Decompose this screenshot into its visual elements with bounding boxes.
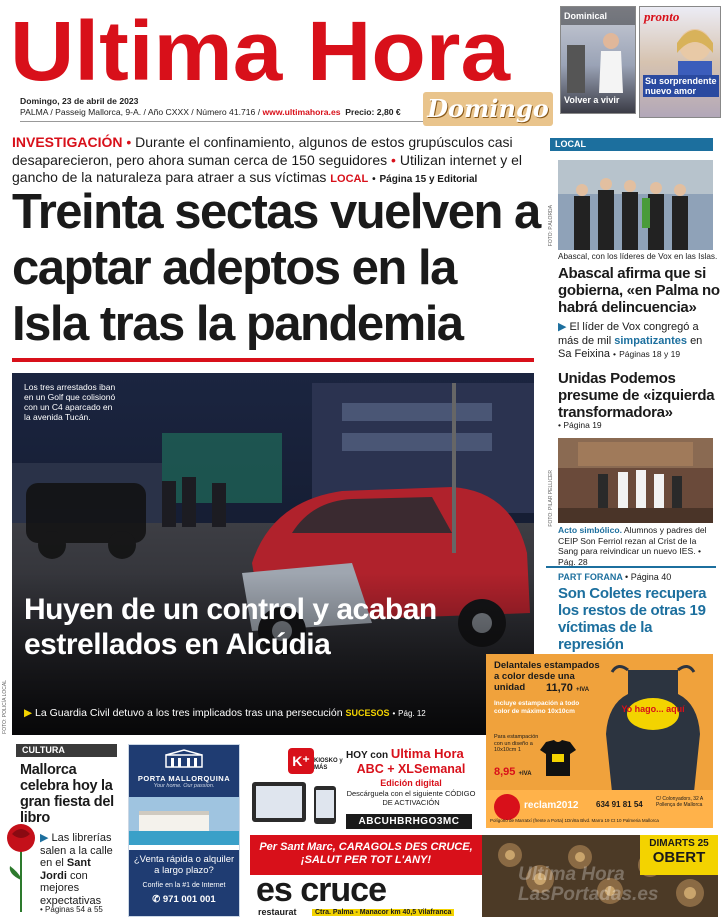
kiosko-code[interactable]: ABCUHBRHGO3MC xyxy=(346,814,472,829)
kiosko-line1-text: HOY con xyxy=(346,750,389,761)
ad-apron-price1-value: 11,70 xyxy=(546,682,573,694)
reclam-logo-icon xyxy=(494,794,520,820)
ad-porta-mallorquina[interactable] xyxy=(128,744,240,917)
photo-caption: Los tres arrestados iban en un Golf que colisionó con un C4 aparcado en la avenida Tucán. xyxy=(24,382,116,422)
ad-apron-price1 xyxy=(546,682,589,694)
photo-subhead xyxy=(24,706,514,721)
kiosko-line2: ABC + XLSemanal xyxy=(356,762,466,776)
apron-icon xyxy=(598,664,708,794)
photo-page: Pág. 12 xyxy=(398,709,426,718)
kicker-label: INVESTIGACIÓN xyxy=(12,134,123,150)
promo-dominical[interactable] xyxy=(560,6,636,114)
sidebar-headline-4[interactable]: Son Coletes recupera los restos de otras 19 víctimas de la represión xyxy=(558,585,707,653)
sidebar-page-2 xyxy=(558,420,602,430)
porta-phone[interactable] xyxy=(133,894,235,905)
cruce-line1: Per Sant Marc, CARAGOLS DES CRUCE, ¡SALUT PER TOT L'ANY! xyxy=(250,835,482,875)
kiosko-brand: KIOSKO y MÁS xyxy=(314,758,343,771)
masthead-logo[interactable] xyxy=(10,2,515,90)
kiosko-line1 xyxy=(346,746,464,761)
porta-logo-icon xyxy=(164,749,204,769)
kiosko-logo-text: Ultima Hora xyxy=(390,746,464,761)
culture-text-a: Las librerías salen a la calle en el xyxy=(40,832,113,869)
ad-apron-brand: reclam2012 xyxy=(524,800,579,811)
sidebar-page-3: Pág. 28 xyxy=(558,556,588,567)
sidebar-page-2-text: Página 19 xyxy=(563,420,602,430)
day-badge: Domingo xyxy=(423,92,553,126)
sidebar-page-1: Páginas 18 y 19 xyxy=(619,349,681,359)
culture-page xyxy=(40,905,103,914)
sidebar-text-1a: El líder de Vox congregó a más de mil xyxy=(558,321,699,347)
bullet: • xyxy=(613,349,617,359)
promo-pronto-text: Su sorprendente nuevo amor xyxy=(643,75,719,97)
porta-text: Confíe en la #1 de Internet xyxy=(142,882,226,889)
apron-text: Yo hago... aquí xyxy=(621,704,685,714)
photo-credit: FOTO: POLICÍA LOCAL xyxy=(2,680,8,734)
culture-text xyxy=(40,832,120,907)
sidebar-label: LOCAL xyxy=(550,138,713,151)
sidebar-photo1-credit: FOTO: P.ALORDA xyxy=(548,205,554,247)
photo-subtext: La Guardia Civil detuvo a los tres implicados tras una persecución xyxy=(35,707,343,719)
cruce-brand: es cruce xyxy=(256,871,386,909)
ad-apron-phone[interactable]: 634 91 81 54 xyxy=(596,800,643,809)
ad-apron-line3: Para estampación con un diseño a 10x10cm 1 xyxy=(494,734,539,753)
porta-question: ¿Venta rápida o alquiler a largo plazo? xyxy=(133,854,235,876)
ad-apron-line2: Incluye estampación a todo color de máximo 10x10cm xyxy=(494,700,580,715)
porta-brand: PORTA MALLORQUINA xyxy=(137,774,231,783)
sidebar-page-4: Página 40 xyxy=(630,572,672,582)
culture-label: CULTURA xyxy=(16,744,117,757)
issue-price: Precio: 2,80 € xyxy=(345,107,401,117)
bullet: • xyxy=(391,151,396,168)
kicker-section[interactable]: LOCAL xyxy=(330,173,369,185)
villa-illustration xyxy=(129,797,240,845)
promo-dominical-text: Volver a vivir xyxy=(564,95,620,105)
kicker-page: Página 15 y Editorial xyxy=(379,174,478,185)
site-url[interactable]: www.ultimahora.es xyxy=(262,107,341,117)
kiosko-logo-icon: K⁺ xyxy=(288,748,314,774)
sidebar-photo-church[interactable] xyxy=(558,438,713,523)
devices-icon xyxy=(250,778,342,828)
bullet: • xyxy=(697,546,701,556)
bullet: • xyxy=(625,572,629,582)
lead-kicker xyxy=(12,134,542,189)
vox-rally-illustration xyxy=(558,160,713,250)
tshirt-icon xyxy=(538,738,578,778)
sidebar-text-3 xyxy=(558,525,718,567)
photo-section[interactable]: SUCESOS xyxy=(345,708,390,718)
church-procession-illustration xyxy=(558,438,713,523)
issue-address: PALMA / Passeig Mallorca, 9-A. / Año CXXX / Número 41.716 / xyxy=(20,107,261,117)
promo-pronto-title: pronto xyxy=(644,9,680,24)
crash-photo-illustration xyxy=(12,373,534,735)
issue-date: Domingo, 23 de abril de 2023 xyxy=(20,96,139,106)
cruce-sub: restaurat xyxy=(258,907,297,917)
ad-apron-iva-2: +IVA xyxy=(518,771,532,777)
bullet: • xyxy=(558,420,561,430)
kiosko-line3: Edición digital xyxy=(380,778,442,788)
ad-apron-footer: Polígono de Marratxí (frente a Porta) 1Dn/8a Blvd. Marra 19 Ct 10 Palmeria Mallorca xyxy=(490,818,659,823)
bullet: • xyxy=(392,709,396,718)
sidebar-label-3: Acto simbólico. xyxy=(558,525,622,535)
photo-headline[interactable]: Huyen de un control y acaban estrellados en Alcúdia xyxy=(24,593,437,661)
sidebar-section-4-label[interactable]: PART FORANA xyxy=(558,572,623,582)
phone-icon: ✆ xyxy=(152,894,161,905)
sidebar-divider xyxy=(546,566,716,568)
promo-pronto[interactable] xyxy=(639,6,721,118)
sidebar-section-4 xyxy=(558,572,671,582)
rose-icon xyxy=(2,820,40,912)
bullet: • xyxy=(40,905,43,914)
bullet: • xyxy=(126,134,132,150)
ad-apron-address: C/ Colonyadors, 32 A Pollença de Mallorca xyxy=(656,796,703,808)
sidebar-text-1b: simpatizantes xyxy=(614,334,687,347)
sidebar-text-1 xyxy=(558,321,718,362)
bullet: • xyxy=(372,174,376,185)
sidebar-caption-1: Abascal, con los líderes de Vox en las Islas. xyxy=(558,252,718,261)
ad-apron-iva: +IVA xyxy=(575,687,590,693)
cruce-address: Ctra. Palma - Manacor km 40,5 Vilafranca xyxy=(312,909,454,916)
lead-headline[interactable]: Treinta sectas vuelven a captar adeptos en la Isla tras la pandemia xyxy=(12,185,540,351)
sidebar-photo2-credit: FOTO: PILAR PELLICER xyxy=(548,470,554,527)
triangle-bullet-icon: ▶ xyxy=(24,707,33,719)
culture-page-text: Páginas 54 a 55 xyxy=(45,905,103,914)
sidebar-text-3a: Alumnos y padres del CEIP Son Ferriol rezan al Crist de la Sang para reivindicar un nuevo IES. xyxy=(558,525,707,556)
sidebar-headline-1[interactable]: Abascal afirma que si gobierna, «en Palma no habrá delincuencia» xyxy=(558,265,720,316)
ad-kiosko[interactable] xyxy=(248,744,475,830)
ad-apron[interactable] xyxy=(486,654,713,828)
sidebar-text-1c: en Sa Feixina xyxy=(558,334,703,360)
main-photo[interactable] xyxy=(12,373,534,735)
ad-apron-line1: Delantales estampados a color desde una unidad xyxy=(494,660,600,693)
culture-text-b: Sant Jordi xyxy=(40,857,91,882)
triangle-bullet-icon: ▶ xyxy=(558,321,567,333)
cruce-date: DIMARTS 25 xyxy=(649,838,709,849)
sidebar-photo-vox[interactable] xyxy=(558,160,713,250)
sidebar-headline-2[interactable]: Unidas Podemos presume de «izquierda transformadora» xyxy=(558,370,715,421)
ad-apron-price2-value: 8,95 xyxy=(494,766,516,778)
ad-es-cruce[interactable] xyxy=(250,835,718,917)
kiosko-line4: Descárguela con el siguiente CÓDIGO DE ACTIVACIÓN xyxy=(346,789,476,807)
cruce-status: OBERT xyxy=(652,849,706,866)
culture-headline[interactable]: Mallorca celebra hoy la gran fiesta del libro xyxy=(20,762,114,826)
promo-pronto-portrait xyxy=(670,23,720,75)
kicker-text-2: Utilizan internet y el gancho de la naturaleza para atraer a sus víctimas xyxy=(12,151,522,185)
culture-text-c: con mejores expectativas xyxy=(40,869,102,907)
lead-rule xyxy=(12,358,534,362)
promo-dominical-figure xyxy=(561,25,635,95)
masthead-logo-text: Ultima Hora xyxy=(10,4,512,90)
watermark: Ultima Hora LasPortadas.es xyxy=(518,864,659,905)
ad-apron-price2 xyxy=(494,766,532,778)
triangle-bullet-icon: ▶ xyxy=(40,832,49,844)
promo-dominical-title: Dominical xyxy=(561,7,635,25)
kicker-text-1: Durante el confinamiento, algunos de estos grupúsculos casi desaparecieron, pero ahora suman cerca de 150 seguidores xyxy=(12,134,513,168)
porta-tagline: Your home. Our passion. xyxy=(153,783,215,789)
porta-phone-number: 971 001 001 xyxy=(162,894,216,905)
